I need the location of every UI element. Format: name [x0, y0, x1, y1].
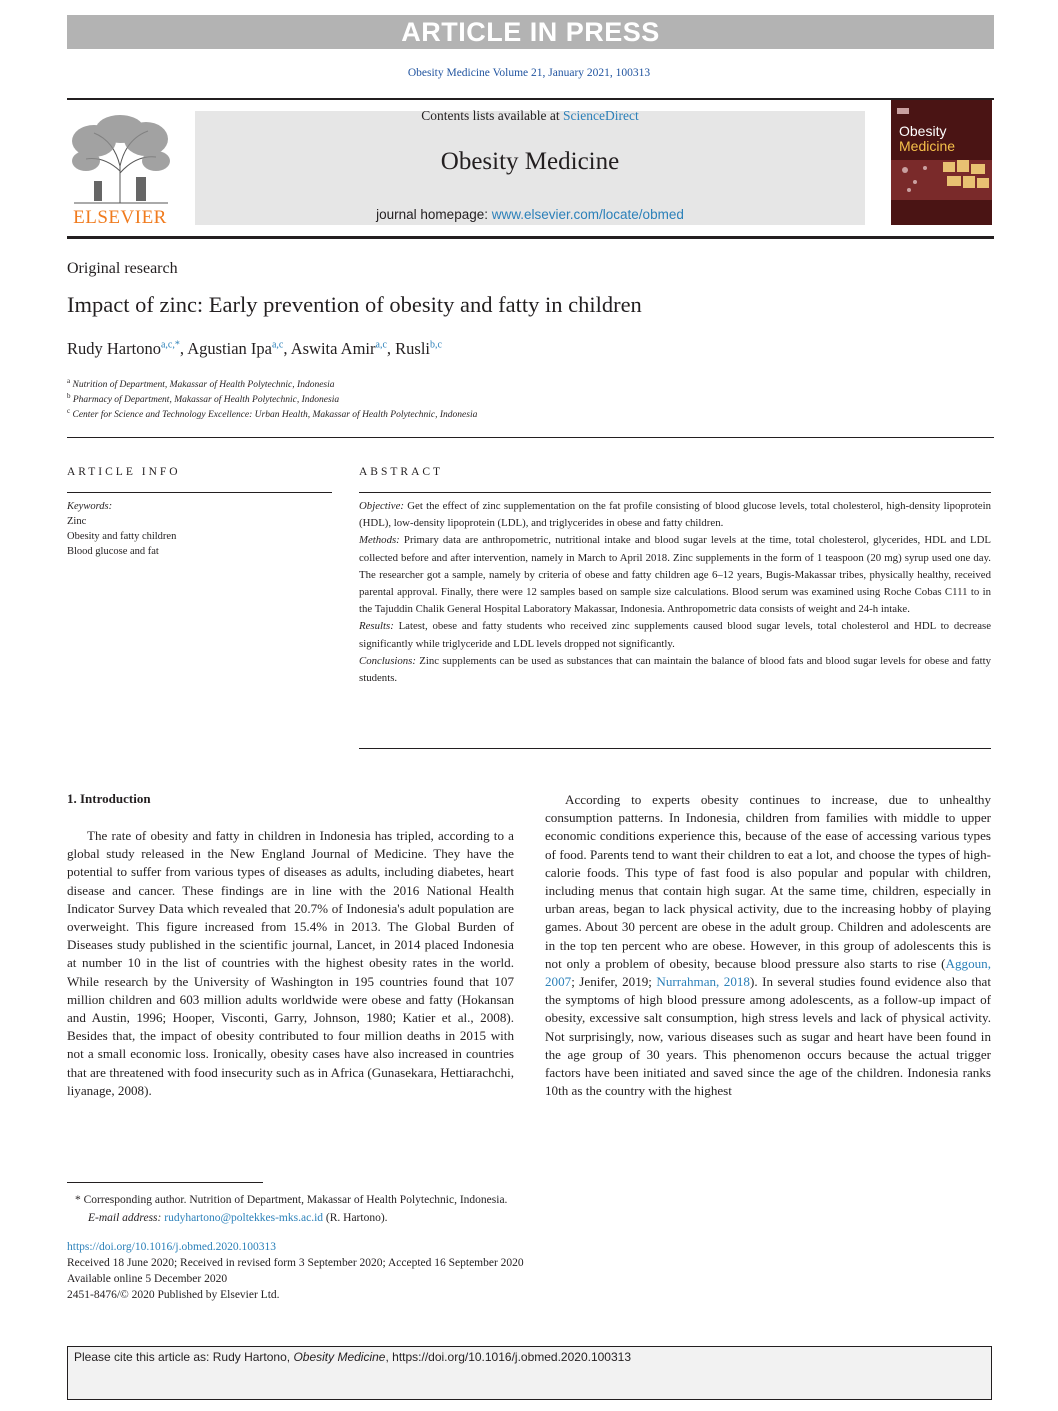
available-online: Available online 5 December 2020 [67, 1273, 228, 1285]
objective-text: Get the effect of zinc supplementation on the fat profile consisting of blood glucose levels, total cholesterol, high-density lipoprotein (HDL), low-density lipoprotein (LDL), and triglycerides in obese and fatty children. [359, 500, 991, 530]
contents-line [195, 108, 865, 124]
objective-label: Objective: [359, 500, 404, 512]
author-name[interactable]: Rudy Hartono [67, 339, 161, 358]
email-label: E-mail address: [88, 1212, 162, 1224]
keywords-block [67, 499, 332, 559]
introduction-heading: 1. Introduction [67, 791, 151, 806]
header-rule [67, 98, 994, 100]
keyword-item: Zinc [67, 516, 87, 527]
article-in-press-banner: ARTICLE IN PRESS [67, 15, 994, 49]
author-name[interactable]: Agustian Ipa [187, 339, 272, 358]
citation-journal: Obesity Medicine [293, 1350, 386, 1364]
intro-right-column [545, 791, 991, 1100]
author-affiliation-marker[interactable]: a,c,* [160, 339, 180, 351]
journal-cover-image [891, 100, 992, 225]
affiliation-a-marker: a [67, 377, 71, 385]
citation-prefix: Please cite this article as: Rudy Hartono, [74, 1350, 294, 1364]
abstract-rule [359, 492, 991, 493]
keywords-label: Keywords: [67, 501, 113, 512]
homepage-prefix: journal homepage: [376, 207, 488, 222]
homepage-link[interactable]: www.elsevier.com/locate/obmed [491, 207, 684, 222]
intro-text: ; Jenifer, 2019; [571, 974, 657, 990]
copyright-line: 2451-8476/© 2020 Published by Elsevier Ltd. [67, 1289, 280, 1301]
affiliation-c [67, 407, 987, 420]
citation-link[interactable]: Aggoun, 2007 [545, 955, 991, 990]
cover-title [899, 124, 989, 154]
article-info-rule [67, 492, 332, 493]
email-link[interactable]: rudyhartono@poltekkes-mks.ac.id [164, 1212, 324, 1224]
keyword-item: Obesity and fatty children [67, 531, 177, 542]
abstract-body [359, 498, 991, 687]
author-list [67, 339, 987, 359]
affiliation-c-text: Center for Science and Technology Excellence: Urban Health, Makassar of Health Polytechnic, Indonesia [72, 410, 478, 421]
footnote-rule [67, 1182, 263, 1183]
cover-title-line-1: Obesity [899, 123, 947, 139]
conclusions-label: Conclusions: [359, 654, 416, 667]
affiliation-c-marker: c [67, 407, 71, 415]
citation-doi[interactable]: , https://doi.org/10.1016/j.obmed.2020.100313 [385, 1350, 632, 1364]
intro-left-column [67, 827, 514, 1100]
abstract-conclusions [359, 653, 991, 687]
affiliation-b-marker: b [67, 392, 71, 400]
author-affiliation-marker[interactable]: a,c [375, 339, 387, 351]
intro-paragraph: The rate of obesity and fatty in children in Indonesia has tripled, according to a global study released in the New England Journal of Medicine. They have the potential to suffer from various types of diseases as adults, including diabetes, heart disease and cancer. These findings are in line with the 2016 National Health Indicator Survey Data which revealed that 20.7% of Indonesia's adult population are overweight. This figure increased from 15.4% in 2013. The Global Burden of Diseases study published in the scientific journal, Lancet, in 2014 placed Indonesia at number 10 in the list of countries with the highest obesity rates in the world. While research by the University of Washington in 195 countries found that 107 million children and 603 million adults worldwide were obese and fatty (Hokansan and Austin, 1996; Hooper, Visconti, Garry, Johnson, 1980; Katier et al., 2008). Besides that, the impact of obesity contributed to four million deaths in 2015 with not a small economic loss. Ironically, obesity cases have also increased in countries that are threatened with food insecurity such as in Africa (Gunasekara, Hettiarachchi, liyanage, 2008). [67, 828, 514, 1098]
methods-label: Methods: [359, 534, 400, 547]
citation-link[interactable]: Nurrahman, 2018 [656, 974, 750, 990]
affiliation-b [67, 392, 987, 405]
citation-text [68, 1347, 991, 1367]
intro-text: ). In several studies found evidence also that the symptoms of high blood pressure among adolescents, as a follow-up impact of obesity, excessive salt consumption, high stress levels and lack of physical activity. Not surprisingly, now, various diseases such as sugar and heart have been found in the age group of 30 years. This phenomenon occurs because the actual trigger factors have been initiated and saved since the age of the children. Indonesia ranks 10th as the country with the highest [545, 974, 991, 1099]
author-separator: , [283, 339, 291, 358]
conclusions-text: Zinc supplements can be used as substances that can maintain the balance of blood fats and blood sugar levels for obese and fatty students. [359, 654, 991, 685]
affiliation-b-text: Pharmacy of Department, Makassar of Health Polytechnic, Indonesia [72, 395, 340, 406]
author-separator: , [179, 339, 188, 358]
results-label: Results: [359, 620, 394, 633]
abstract-bottom-rule [359, 748, 991, 749]
abstract-methods [359, 532, 991, 618]
author-affiliation-marker[interactable]: b,c [430, 339, 442, 351]
homepage-line [195, 207, 865, 222]
abstract-results [359, 618, 991, 652]
results-text: Latest, obese and fatty students who received zinc supplements caused blood sugar levels, total cholesterol and HDL to decrease significantly while triglyceride and LDL levels dropped not significantly. [359, 620, 991, 650]
author-name[interactable]: Rusli [395, 339, 430, 358]
cover-title-line-2: Medicine [899, 138, 956, 154]
doi-link[interactable]: https://doi.org/10.1016/j.obmed.2020.100313 [67, 1241, 277, 1253]
intro-paragraph [545, 791, 991, 1100]
journal-reference[interactable]: Obesity Medicine Volume 21, January 2021, 100313 [407, 67, 651, 79]
abstract-objective [359, 498, 991, 532]
author-name[interactable]: Aswita Amir [290, 339, 376, 358]
paper-title: Impact of zinc: Early prevention of obesity and fatty in children [67, 292, 642, 317]
article-info-heading: ARTICLE INFO [67, 466, 181, 478]
corresponding-author-note: * Corresponding author. Nutrition of Department, Makassar of Health Polytechnic, Indonesia. [75, 1194, 508, 1206]
masthead-rule [67, 236, 994, 239]
affiliation-rule [67, 437, 994, 438]
citation-box [67, 1346, 992, 1400]
received-dates: Received 18 June 2020; Received in revised form 3 September 2020; Accepted 16 September 2020 [67, 1257, 524, 1269]
author-separator: , [386, 339, 396, 358]
methods-text: Primary data are anthropometric, nutritional intake and blood sugar levels at the time, total cholesterol, glycerides, HDL and LDL collected before and after intervention, namely in March to April 2018. Zinc supplements in the form of 1 teaspoon (20 mg) syrup used one day. The researcher got a sample, namely by criteria of obese and fatty children age 6–12 years, Bugis-Makassar tribes, physically healthy, received parental approval. Finally, there were 12 samples based on sample size calculations. Blood serum was examined using Roche Cobas C111 to in the Tajuddin Chalik General Hospital Laboratory Makassar, Indonesia. Anthropometric data consists of weight and 24-h intake. [359, 534, 991, 616]
author-affiliation-marker[interactable]: a,c [271, 339, 284, 351]
email-suffix: (R. Hartono). [323, 1212, 388, 1224]
elsevier-wordmark: ELSEVIER [73, 207, 167, 228]
email-line [88, 1212, 388, 1224]
affiliation-a-text: Nutrition of Department, Makassar of Health Polytechnic, Indonesia [72, 380, 335, 391]
article-type: Original research [67, 260, 178, 277]
affiliation-a [67, 377, 987, 390]
contents-prefix: Contents lists available at [421, 108, 560, 123]
abstract-heading: ABSTRACT [359, 466, 444, 478]
keyword-item: Blood glucose and fat [67, 546, 159, 557]
sciencedirect-link[interactable]: ScienceDirect [563, 108, 639, 123]
intro-text: According to experts obesity continues to increase, due to unhealthy consumption patterns. In Indonesia, children from families with middle to upper economic conditions experience this, because of the ease of accessing various types of food. Parents tend to want their children to eat a lot, and choose the types of high-calorie foods. This type of fast food is also popular and popular with children, including menus that contain high sugar. At the same time, children, especially in urban areas, began to lack physical activity, due to the increasing hobby of playing games. About 30 percent are obese in the adult group. Children and adolescents are in the top ten percent who are obese. However, in this group of adolescents this is not only a problem of obesity, because blood pressure also starts to rise ( [545, 792, 991, 971]
journal-title: Obesity Medicine [440, 148, 620, 175]
